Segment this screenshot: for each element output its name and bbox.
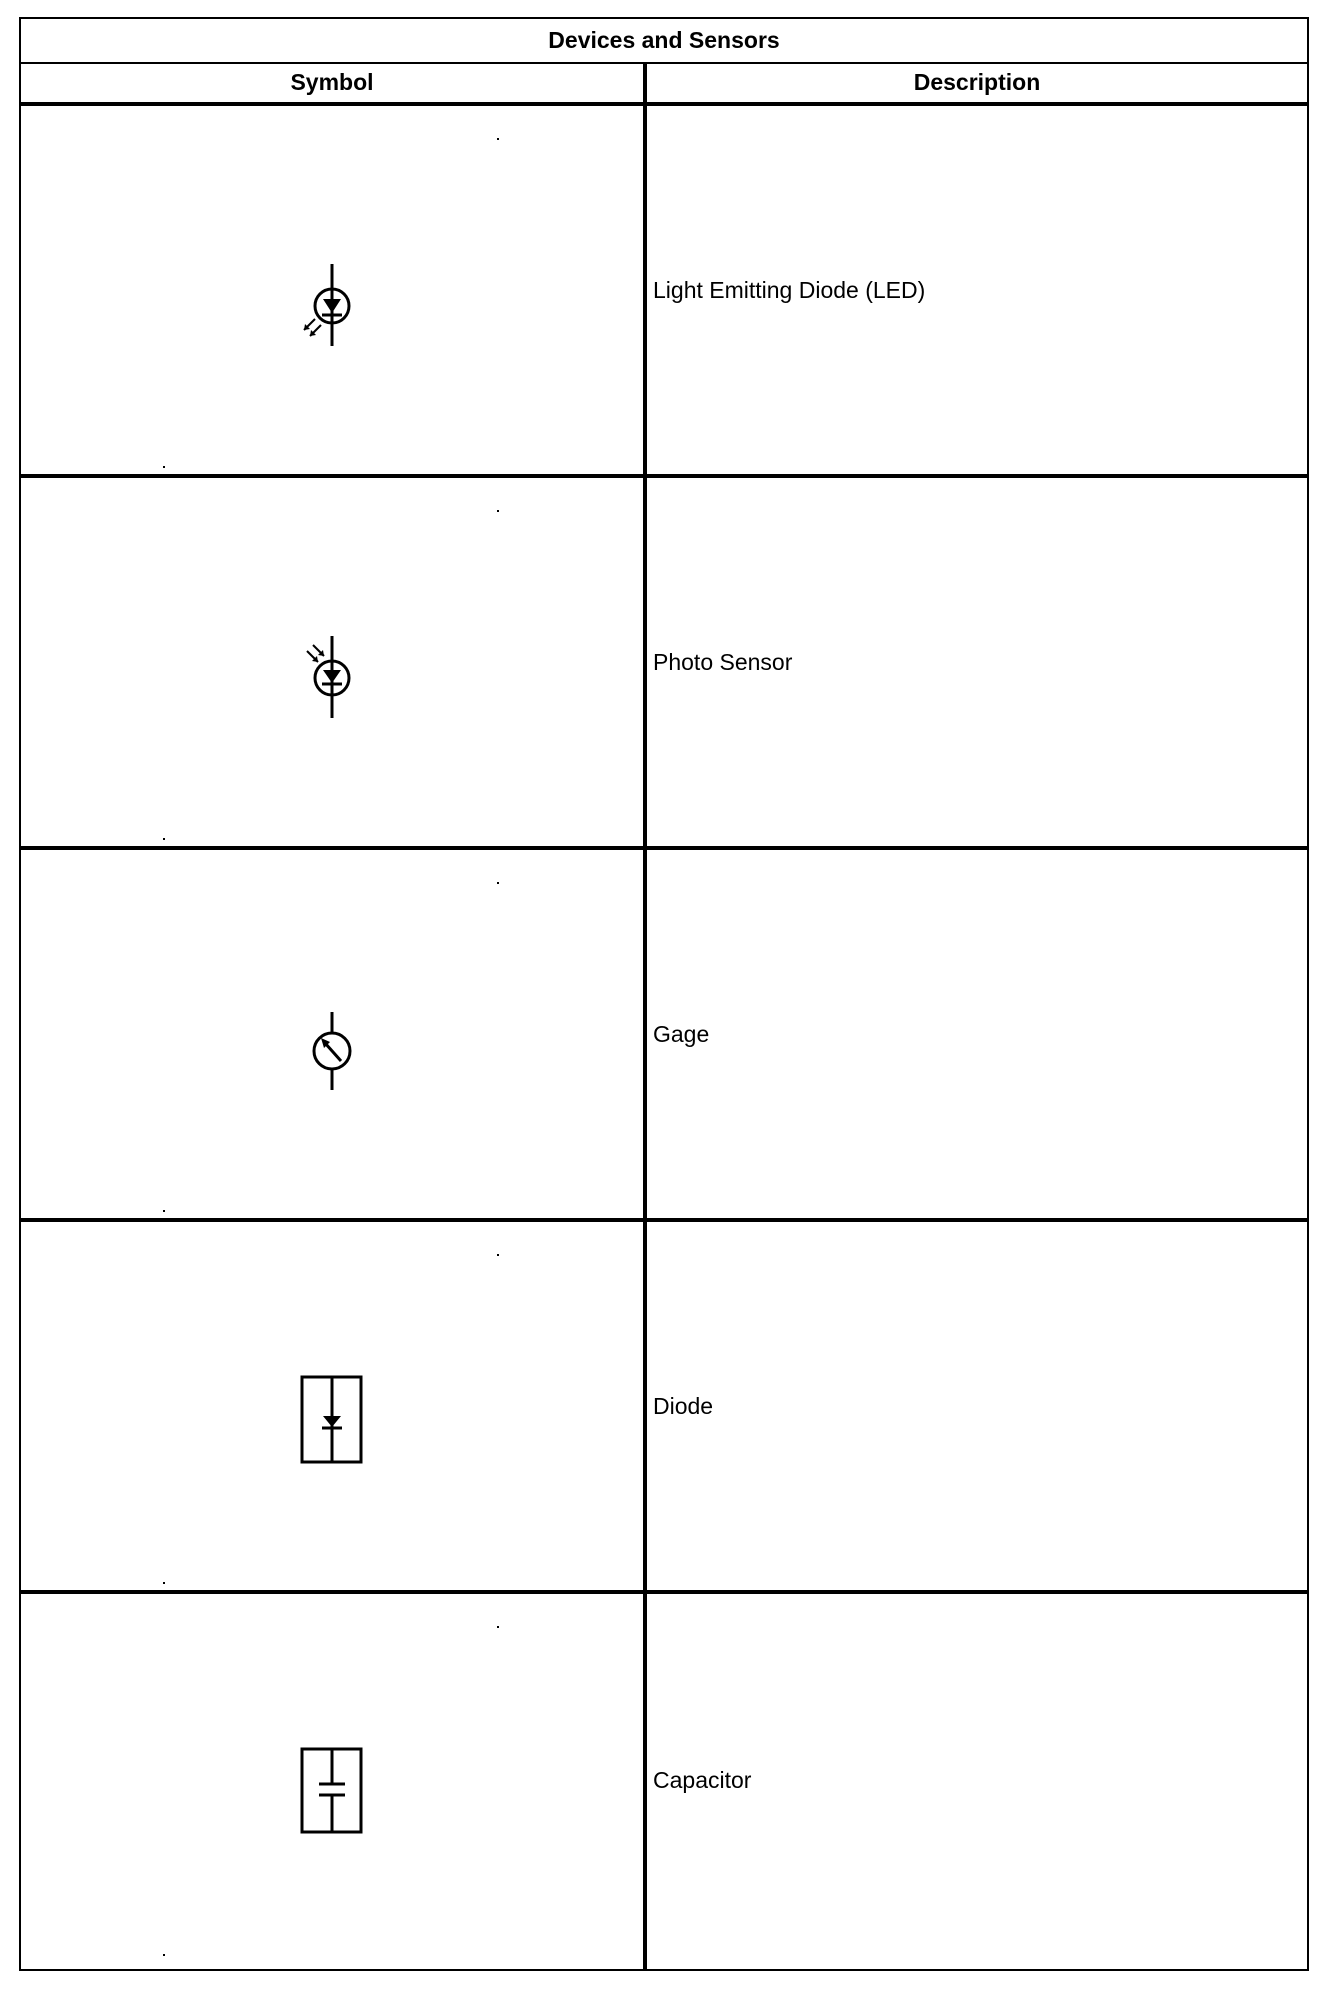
description-cell: Light Emitting Diode (LED) (653, 276, 926, 303)
symbol-cell (21, 106, 643, 474)
description-cell: Diode (653, 1392, 714, 1419)
photo-sensor-symbol-icon (21, 478, 643, 850)
symbol-column-header: Symbol (290, 68, 374, 95)
description-cell: Photo Sensor (653, 648, 793, 675)
description-cell: Gage (653, 1020, 710, 1047)
table-row (21, 1222, 1307, 1594)
symbol-cell (21, 850, 643, 1218)
symbol-cell (21, 1594, 643, 1966)
gage-symbol-icon (21, 850, 643, 1222)
table-row (21, 1594, 1307, 1966)
table-row (21, 106, 1307, 478)
table-title: Devices and Sensors (21, 19, 1307, 64)
devices-and-sensors-table (19, 17, 1309, 1971)
table-header-row (21, 62, 1307, 106)
symbol-cell (21, 478, 643, 846)
table-row (21, 850, 1307, 1222)
symbol-cell (21, 1222, 643, 1590)
led-symbol-icon (21, 106, 643, 478)
capacitor-symbol-icon (21, 1594, 643, 1966)
diode-symbol-icon (21, 1222, 643, 1594)
description-cell: Capacitor (653, 1766, 752, 1793)
table-row (21, 478, 1307, 850)
description-column-header: Description (913, 68, 1041, 95)
